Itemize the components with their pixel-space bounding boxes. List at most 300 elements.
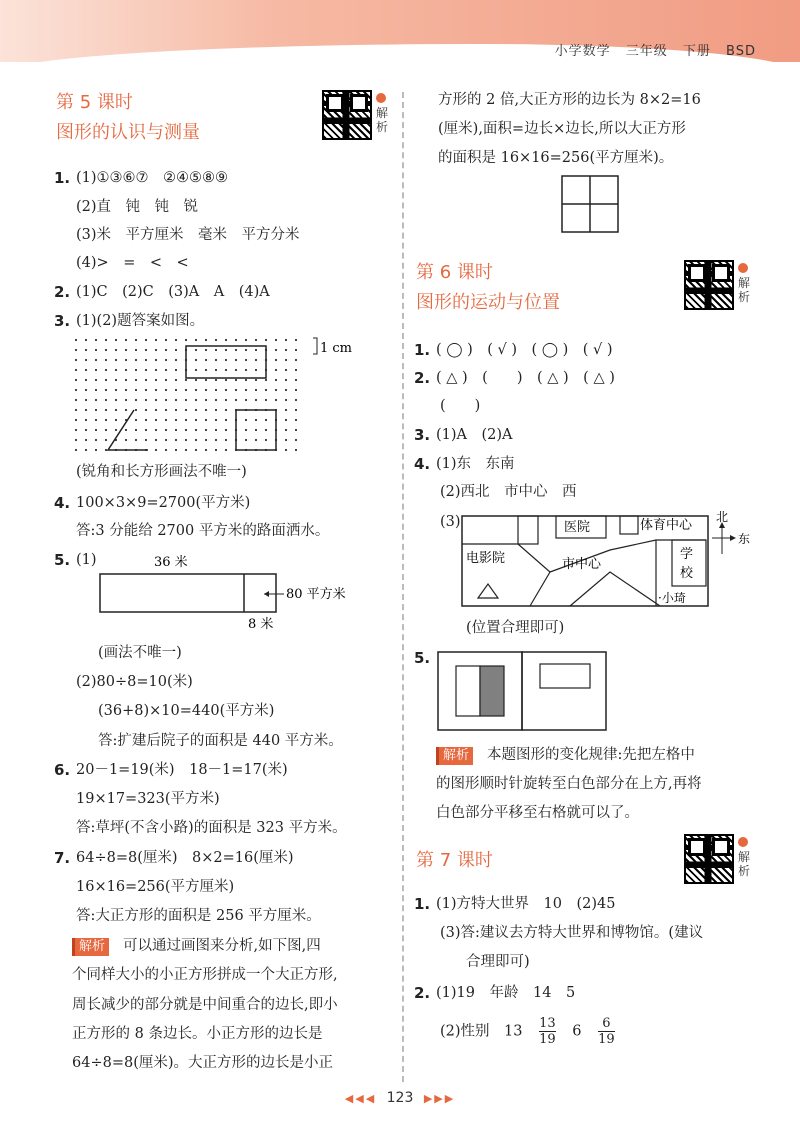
grid-dot [75,369,77,371]
grid-dot [265,419,267,421]
grid-dot [225,409,227,411]
grid-dot [125,379,127,381]
grid-dot [185,379,187,381]
grid-dot [295,399,297,401]
grid-dot [215,389,217,391]
grid-dot [125,399,127,401]
grid-dot [175,379,177,381]
answer-text: 6 [572,1023,582,1040]
grid-dot [205,419,207,421]
school-label: 学 [680,547,694,562]
grid-dot [225,389,227,391]
grid-dot [75,419,77,421]
grid-dot [285,359,287,361]
grid-dot [165,389,167,391]
grid-dot [85,339,87,341]
grid-dot [135,429,137,431]
answer-line: (3)答:建议去方特大世界和博物馆。(建议 [440,925,704,941]
grid-dot [295,369,297,371]
grid-dot [145,389,147,391]
map-block [620,516,638,534]
grid-dot [115,409,117,411]
grid-dot [85,379,87,381]
answer-line: 16×16=256(平方厘米) [76,879,235,895]
grid-dot [105,439,107,441]
answer-line: (2)直 钝 钝 锐 [76,199,199,215]
grid-dot [85,439,87,441]
denominator: 19 [598,1032,615,1047]
answer-line: (1)(2)题答案如图。 [76,313,205,329]
grid-dot [95,439,97,441]
grid-dot [235,349,237,351]
grid-dot [115,349,117,351]
grid-dot [135,359,137,361]
grid-dot [285,429,287,431]
grid-dot [215,369,217,371]
qr-label-text: 解析 [738,276,751,304]
grid-dot [145,379,147,381]
grid-dot [165,339,167,341]
grid-dot [165,369,167,371]
grid-dot [75,359,77,361]
grid-dot [85,369,87,371]
school-label: 校 [680,566,694,581]
grid-dot [295,379,297,381]
grid-dot [195,389,197,391]
grid-dot [85,419,87,421]
grid-dot [95,369,97,371]
analysis-tag: 解析 [72,938,109,956]
grid-dot [195,349,197,351]
answer-line: (2)80÷8=10(米) [76,674,193,690]
grid-dot [245,399,247,401]
answer-line: (1)①③⑥⑦ ②④⑤⑧⑨ [76,170,229,186]
grid-dot [225,449,227,451]
q1-number: 1. [414,895,431,913]
grid-dot [275,349,277,351]
grid-dot [275,389,277,391]
grid-dot [145,359,147,361]
grid-dot [85,399,87,401]
gray-part [480,666,504,716]
analysis-text: 可以通过画图来分析,如下图,四 [123,938,321,954]
answer-line [440,1016,615,1047]
grid-dot [135,409,137,411]
grid-dot [245,359,247,361]
length-label: 36 米 [154,555,188,570]
grid-dot [105,379,107,381]
grid-dot [225,369,227,371]
grid-dot [215,409,217,411]
grid-dot [295,389,297,391]
answer-line: 20－1=19(米) 18－1=17(米) [76,762,288,778]
grid-dot [265,429,267,431]
grid-dot [155,389,157,391]
analysis-line: 正方形的 8 条边长。小正方形的边长是 [72,1026,323,1042]
analysis-line: 周长减少的部分就是中间重合的边长,即小 [72,997,338,1013]
grid-dot [195,439,197,441]
grid-dot [215,379,217,381]
unit-bracket [313,338,317,354]
white-part [456,666,480,716]
grid-dot [225,419,227,421]
answer-line: ( ◯ ) ( √ ) ( ◯ ) ( √ ) [436,342,613,358]
grid-dot [125,409,127,411]
grid-dot [195,449,197,451]
grid-dot [285,409,287,411]
grid-dot [215,399,217,401]
grid-dot [295,439,297,441]
grid-dot [195,399,197,401]
grid-dot [135,369,137,371]
area-label: 80 平方米 [286,587,346,602]
lesson7-title: 第 7 课时 [416,850,493,871]
play-icon [376,93,386,103]
grid-dot [195,419,197,421]
grid-dot [295,339,297,341]
analysis-tag: 解析 [436,747,473,765]
analysis-line: 64÷8=8(厘米)。大正方形的边长是小正 [72,1055,334,1071]
grid-dot [185,429,187,431]
grid-dot [105,349,107,351]
grid-dot [95,419,97,421]
answer-line: 答:扩建后院子的面积是 440 平方米。 [98,733,343,749]
grid-dot [205,389,207,391]
denominator: 19 [539,1032,556,1047]
grid-dot [235,339,237,341]
grid-dot [175,359,177,361]
grid-dot [185,419,187,421]
right-arrows-icon: ▶▶▶ [423,1092,456,1105]
grid-dot [205,359,207,361]
answer-line: 合理即可) [466,954,530,970]
q3-number: 3. [414,426,431,444]
grid-dot [285,339,287,341]
grid-dot [115,359,117,361]
grid-dot [225,379,227,381]
grid-dot [255,369,257,371]
grid-dot [185,339,187,341]
grid-dot [155,449,157,451]
grid-dot [205,439,207,441]
q7-number: 7. [54,849,71,867]
qr-label[interactable] [376,92,390,134]
grid-dot [125,349,127,351]
grid-dot [155,419,157,421]
grid-dot [245,349,247,351]
grid-dot [185,409,187,411]
grid-dot [295,409,297,411]
grid-dot [135,389,137,391]
grid-dot [275,369,277,371]
q3-number: 3. [54,312,71,330]
q2-number: 2. [414,369,431,387]
q1-number: 1. [54,169,71,187]
lesson6-title: 图形的运动与位置 [416,292,560,313]
grid-dot [165,429,167,431]
grid-dot [255,389,257,391]
grid-dot [105,409,107,411]
grid-dot [155,349,157,351]
east-label: 东 [738,532,751,546]
grid-dot [245,379,247,381]
grid-dot [205,349,207,351]
answer-note: (锐角和长方形画法不唯一) [76,464,247,480]
answer-line: (1)19 年龄 14 5 [436,985,576,1001]
grid-dot [85,409,87,411]
grid-dot [95,349,97,351]
grid-dot [75,379,77,381]
grid-dot [105,429,107,431]
width-label: 8 米 [248,617,274,632]
grid-dot [145,399,147,401]
grid-dot [235,379,237,381]
analysis-line: 个同样大小的小正方形拼成一个大正方形, [72,967,338,983]
grid-dot [135,439,137,441]
fraction [598,1016,615,1047]
grid-dot [165,399,167,401]
grid-dot [105,339,107,341]
moved-white-part [540,664,590,688]
grid-dot [245,439,247,441]
xiaoqi-label: ·小琦 [658,591,686,605]
grid-dot [85,359,87,361]
grid-dot [165,379,167,381]
qr-label-text: 解析 [738,850,751,878]
grid-dot [245,369,247,371]
q4-number: 4. [54,494,71,512]
lesson6-number: 第 6 课时 [416,262,493,283]
grid-dot [205,379,207,381]
answer-line: 100×3×9=2700(平方米) [76,495,251,511]
grid-dot [265,339,267,341]
cinema-label: 电影院 [466,551,506,566]
q2-number: 2. [54,283,71,301]
grid-dot [215,349,217,351]
answer-line: (1)C (2)C (3)A A (4)A [76,284,270,300]
qr-label[interactable] [738,262,752,304]
grid-dot [175,369,177,371]
qr-code-icon[interactable] [684,834,734,884]
grid-dot [125,339,127,341]
grid-dot [215,339,217,341]
grid-dot [75,389,77,391]
rectangle-figure [96,550,376,635]
lesson5-heading [56,88,200,148]
grid-dot [145,409,147,411]
city-map [460,510,780,610]
answer-line: (2)西北 市中心 西 [440,484,577,500]
grid-dot [265,379,267,381]
grid-dot [155,359,157,361]
lesson7-heading [416,846,493,876]
grid-dot [165,409,167,411]
grid-dot [295,449,297,451]
grid-dot [105,359,107,361]
answer-text: (2)性别 13 [440,1023,523,1040]
play-icon [738,263,748,273]
map-roads [570,540,660,606]
answer-line: (1)A (2)A [436,427,513,443]
grid-dot [255,339,257,341]
grid-dot [285,349,287,351]
grid-dot [85,429,87,431]
header-subject: 小学数学 [554,44,611,59]
grid-dot [145,349,147,351]
grid-dot [185,449,187,451]
map-block [518,516,538,544]
grid-dot [185,389,187,391]
grid-dot [135,399,137,401]
grid-dot [135,349,137,351]
dot-grid-figure [70,336,370,456]
grid-dot [175,429,177,431]
left-arrows-icon: ◀◀◀ [344,1092,377,1105]
rotation-figure [436,650,616,734]
grid-dot [255,399,257,401]
arrow-head-icon [264,591,269,597]
grid-dot [265,399,267,401]
header-grade: 三年级 [625,44,668,59]
answer-line: (1) [76,552,97,568]
grid-dot [145,339,147,341]
grid-dot [125,429,127,431]
grid-dot [75,429,77,431]
grid-dot [95,449,97,451]
grid-dot [205,429,207,431]
grid-dot [225,399,227,401]
grid-dot [205,369,207,371]
answer-note: (位置合理即可) [466,620,565,636]
grid-dot [245,419,247,421]
grid-dot [95,379,97,381]
grid-dot [285,449,287,451]
grid-dot [125,369,127,371]
grid-dot [155,409,157,411]
analysis-line [72,936,321,956]
answer-line: 19×17=323(平方米) [76,791,220,807]
answer-line: 答:草坪(不含小路)的面积是 323 平方米。 [76,820,347,836]
grid-dot [205,449,207,451]
grid-dot [195,369,197,371]
grid-dot [85,389,87,391]
grid-dot [255,439,257,441]
north-label: 北 [716,510,729,524]
grid-dot [115,419,117,421]
sports-center-label: 体育中心 [640,518,693,533]
grid-dot [295,359,297,361]
grid-dot [175,449,177,451]
grid-dot [185,399,187,401]
grid-dot [255,359,257,361]
grid-dot [275,359,277,361]
page-number: 123 [386,1090,414,1106]
page-header [545,40,756,59]
grid-dot [195,429,197,431]
continued-line: (厘米),面积=边长×边长,所以大正方形 [438,121,686,137]
grid-dot [175,399,177,401]
answer-line: (3) [440,514,461,530]
triangle-marker [478,584,498,598]
grid-dot [95,389,97,391]
answer-line: (36+8)×10=440(平方米) [98,703,275,719]
grid-dot [215,439,217,441]
q4-number: 4. [414,455,431,473]
grid-dot [175,349,177,351]
grid-dot [255,349,257,351]
q2-number: 2. [414,984,431,1002]
grid-dot [295,349,297,351]
analysis-line [436,745,695,765]
grid-dot [185,439,187,441]
grid-dot [145,429,147,431]
grid-dot [155,369,157,371]
grid-dot [125,389,127,391]
answer-line: 答:3 分能给 2700 平方米的路面洒水。 [76,523,330,539]
grid-dot [265,439,267,441]
grid-dot [75,399,77,401]
answer-line: (1)方特大世界 10 (2)45 [436,896,616,912]
grid-dot [295,429,297,431]
grid-dot [215,359,217,361]
grid-dot [125,359,127,361]
original-rectangle [100,574,276,612]
grid-dot [275,379,277,381]
grid-dot [275,399,277,401]
grid-dot [115,389,117,391]
grid-dot [85,349,87,351]
grid-dot [245,339,247,341]
grid-dot [145,439,147,441]
grid-dot [115,369,117,371]
analysis-line: 白色部分平移至右格就可以了。 [436,805,639,821]
grid-dot [115,339,117,341]
qr-code-icon[interactable] [684,260,734,310]
grid-dot [235,399,237,401]
qr-label[interactable] [738,836,752,878]
grid-dot [175,389,177,391]
unit-label: 1 cm [320,341,353,356]
answer-line: ( ) [440,398,481,414]
lesson5-number: 第 5 课时 [56,92,133,113]
grid-dot [95,339,97,341]
grid-dot [265,389,267,391]
fraction [539,1016,556,1047]
answer-line: 答:大正方形的面积是 256 平方厘米。 [76,908,321,924]
grid-dot [95,359,97,361]
grid-dot [175,409,177,411]
grid-dot [145,419,147,421]
qr-code-icon[interactable] [322,90,372,140]
grid-dot [245,429,247,431]
grid-dot [135,379,137,381]
grid-dot [205,339,207,341]
q1-number: 1. [414,341,431,359]
city-center-label: 市中心 [562,557,602,572]
grid-dot [75,349,77,351]
grid-dot [155,399,157,401]
grid-dot [175,339,177,341]
grid-dot [215,449,217,451]
grid-dot [225,439,227,441]
grid-dot [75,439,77,441]
page-footer [0,1090,800,1106]
grid-dot [145,369,147,371]
grid-dot [195,359,197,361]
answer-note: (画法不唯一) [98,645,182,661]
drawn-acute-angle [108,410,148,450]
numerator: 13 [539,1016,556,1031]
